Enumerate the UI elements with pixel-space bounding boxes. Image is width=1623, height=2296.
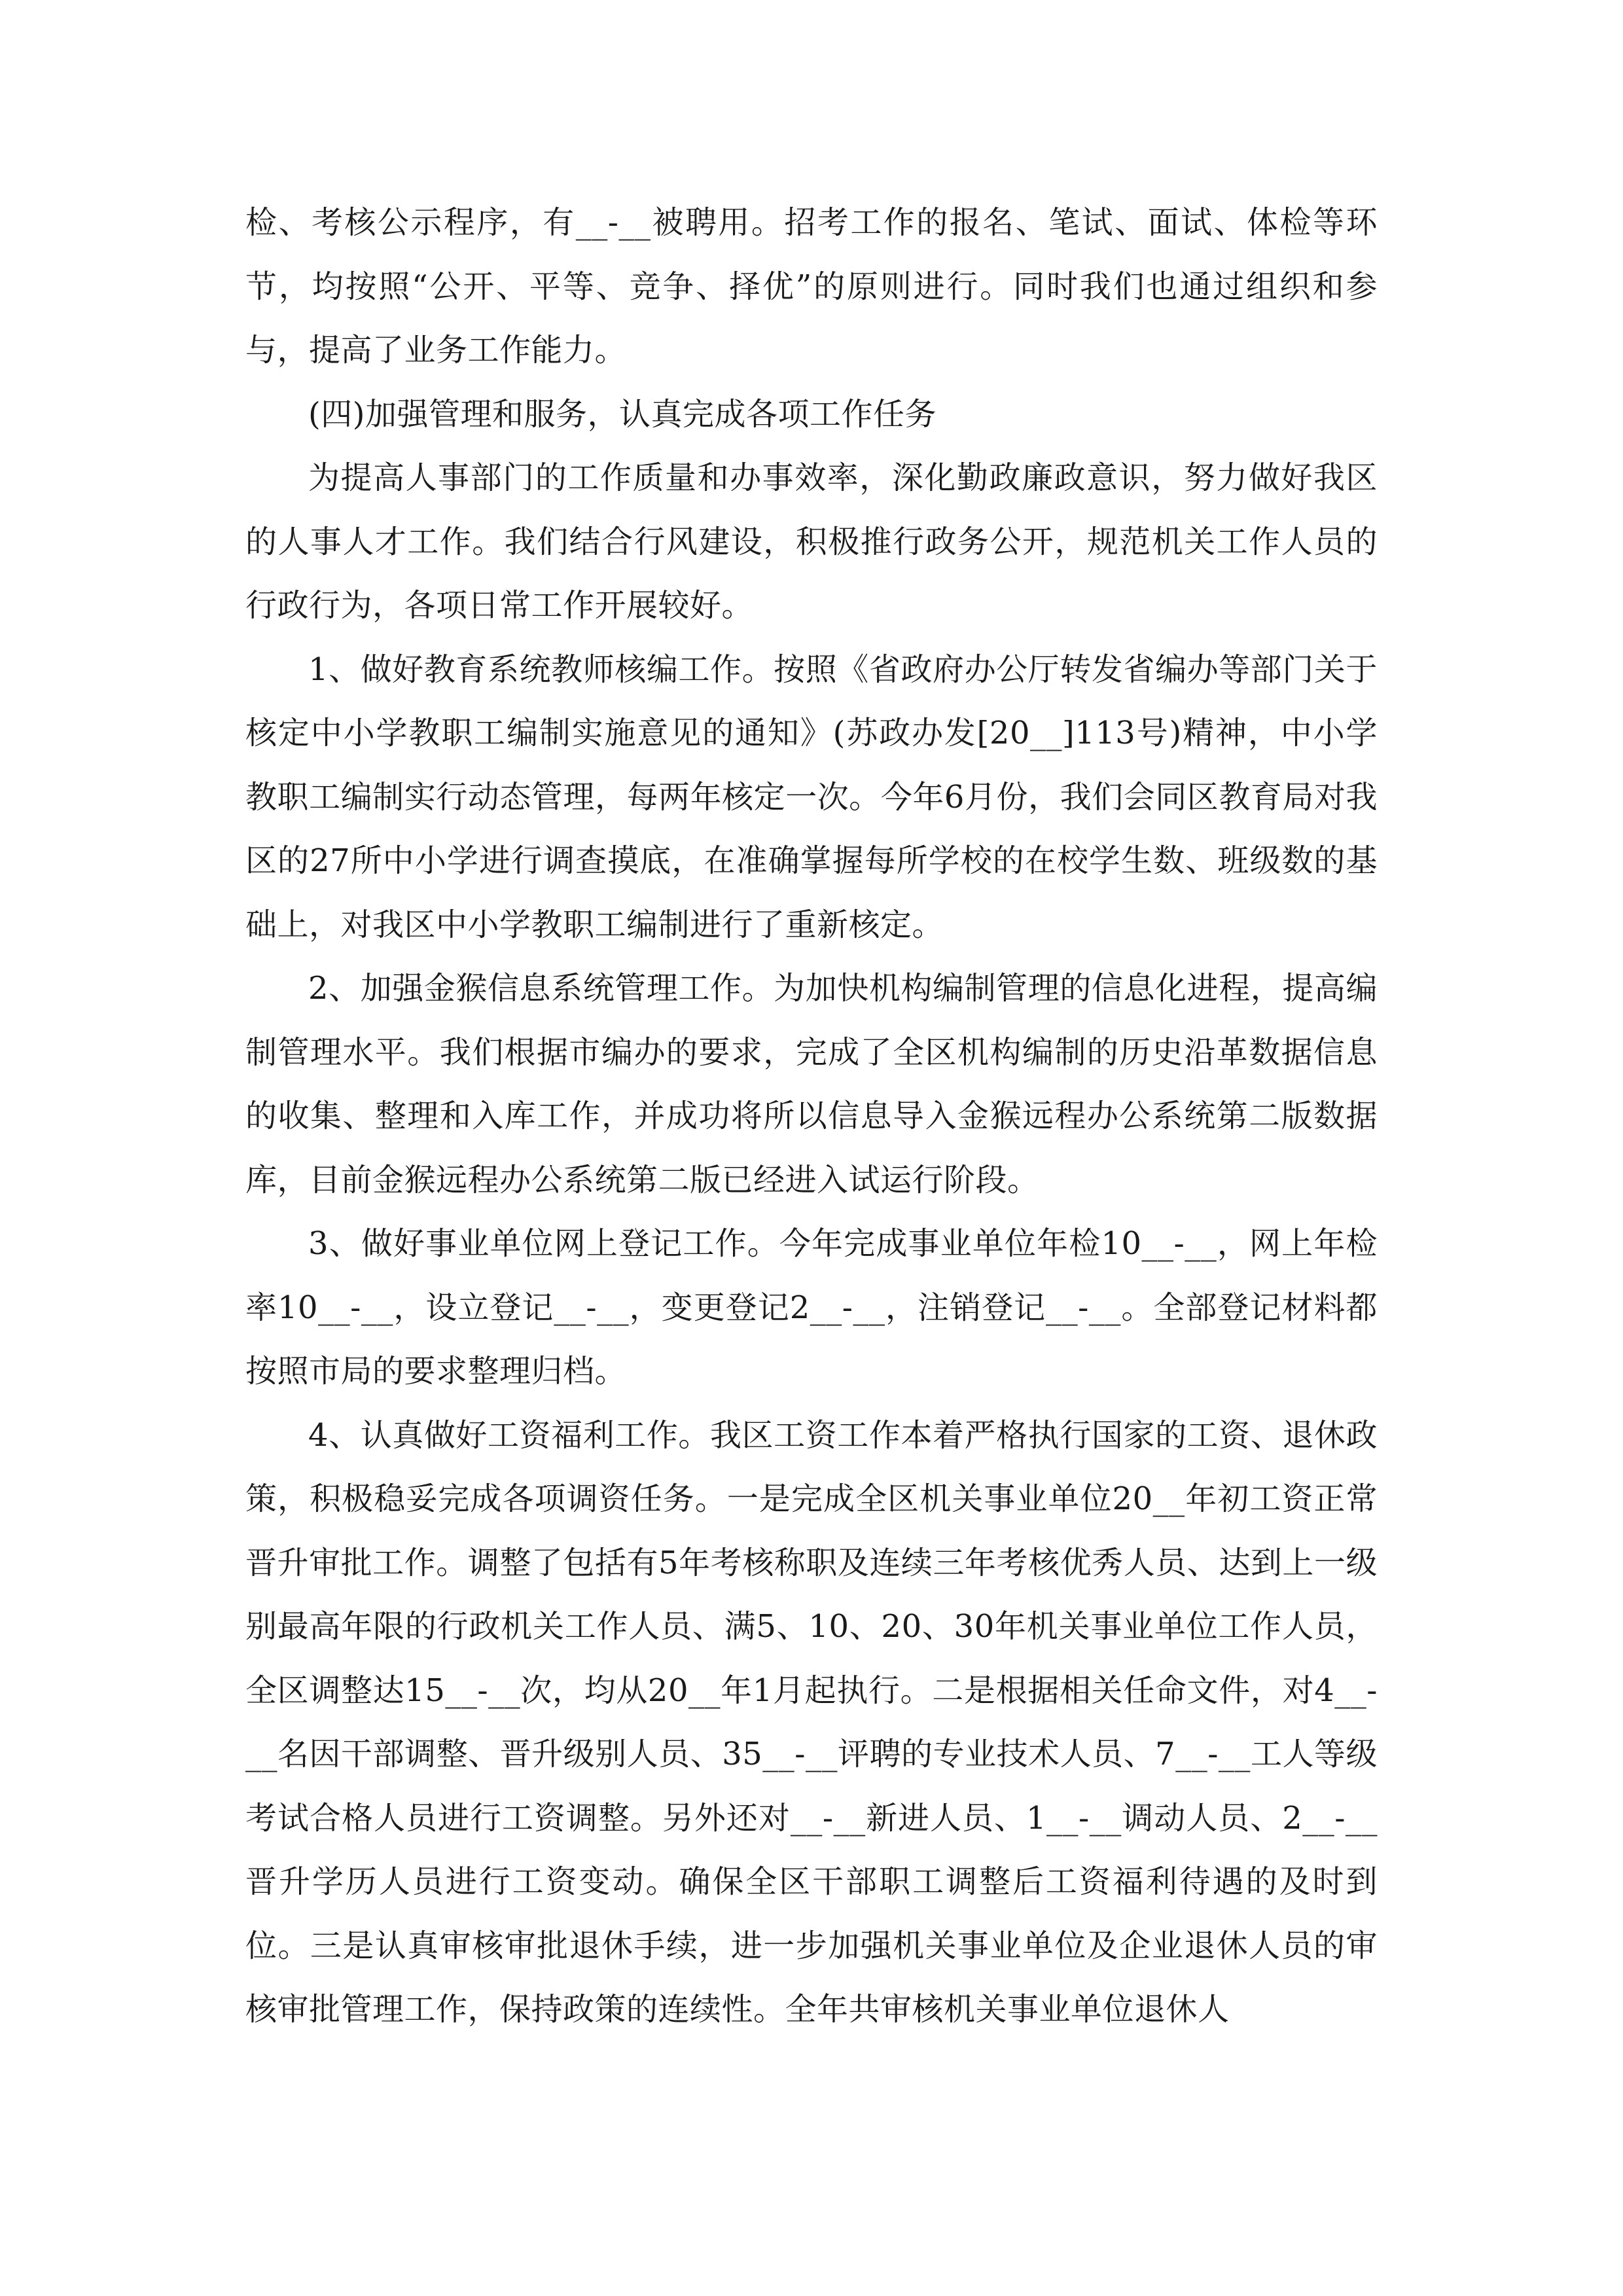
paragraph-item-1-teacher-staffing: 1、做好教育系统教师核编工作。按照《省政府办公厅转发省编办等部门关于核定中小学教职工编制实施意见的通知》(苏政办发[20__]113号)精神，中小学教职工编制实行动态管理，每两年核定一次。今年6月份，我们会同区教育局对我区的27所中小学进行调查摸底，在准确掌握每所学校的在校学生数、班级数的基础上，对我区中小学教职工编制进行了重新核定。: [245, 651, 1378, 943]
section-heading-management-service: (四)加强管理和服务，认真完成各项工作任务: [308, 395, 936, 433]
paragraph-recruitment-continued: 检、考核公示程序，有__-__被聘用。招考工作的报名、笔试、面试、体检等环节，均按照“公开、平等、竞争、择优”的原则进行。同时我们也通过组织和参与，提高了业务工作能力。: [245, 204, 1378, 368]
paragraph-item-2-jinhou-system: 2、加强金猴信息系统管理工作。为加快机构编制管理的信息化进程，提高编制管理水平。我们根据市编办的要求，完成了全区机构编制的历史沿革数据信息的收集、整理和入库工作，并成功将所以信息导入金猴远程办公系统第二版数据库，目前金猴远程办公系统第二版已经进入试运行阶段。: [245, 970, 1378, 1198]
paragraph-intro: 为提高人事部门的工作质量和办事效率，深化勤政廉政意识，努力做好我区的人事人才工作。我们结合行风建设，积极推行政务公开，规范机关工作人员的行政行为，各项日常工作开展较好。: [245, 459, 1378, 624]
paragraph-item-4-salary-welfare: 4、认真做好工资福利工作。我区工资工作本着严格执行国家的工资、退休政策，积极稳妥完成各项调资任务。一是完成全区机关事业单位20__年初工资正常晋升审批工作。调整了包括有5年考核称职及连续三年考核优秀人员、达到上一级别最高年限的行政机关工作人员、满5、10、20、30年机关事业单位工作人员，全区调整达15__-__次，均从20__年1月起执行。二是根据相关任命文件，对4__-__名因干部调整、晋升级别人员、35__-__评聘的专业技术人员、7__-__工人等级考试合格人员进行工资调整。另外还对__-__新进人员、1__-__调动人员、2__-__晋升学历人员进行工资变动。确保全区干部职工调整后工资福利待遇的及时到位。三是认真审核审批退休手续，进一步加强机关事业单位及企业退休人员的审核审批管理工作，保持政策的连续性。全年共审核机关事业单位退休人: [245, 1416, 1378, 2028]
document-page: [245, 191, 1378, 2042]
paragraph-item-3-online-registration: 3、做好事业单位网上登记工作。今年完成事业单位年检10__-__，网上年检率10__-__，设立登记__-__，变更登记2__-__，注销登记__-__。全部登记材料都按照市局的要求整理归档。: [245, 1225, 1378, 1390]
